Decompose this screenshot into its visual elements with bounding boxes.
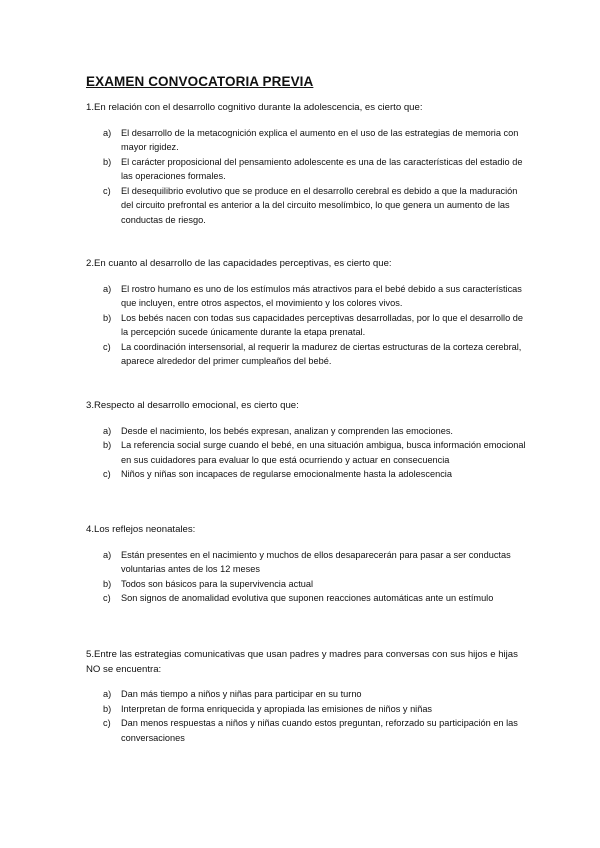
option-b (86, 577, 526, 592)
question-5 (86, 648, 526, 745)
page-title: EXAMEN CONVOCATORIA PREVIA (86, 74, 314, 89)
option-letter: c) (103, 469, 111, 480)
option-letter: a) (103, 549, 112, 560)
option-letter: b) (103, 312, 112, 323)
option-letter: c) (103, 341, 111, 352)
question-4 (86, 523, 526, 606)
option-text: Están presentes en el nacimiento y muchos de ellos desaparecerán para pasar a ser conductas voluntarias antes de los 12 meses (121, 549, 511, 575)
option-text: La coordinación intersensorial, al requerir la madurez de ciertas estructuras de la corteza cerebral, aparece alrededor del primer cumpleaños del bebé. (121, 341, 522, 367)
options-list (86, 424, 526, 482)
option-c (86, 591, 526, 606)
option-letter: b) (103, 578, 112, 589)
options-list (86, 282, 526, 370)
option-c (86, 467, 526, 482)
question-1 (86, 101, 526, 228)
option-text: El rostro humano es uno de los estímulos más atractivos para el bebé debido a sus características que incluyen, entre otros aspectos, el movimiento y los colores vivos. (121, 283, 522, 309)
option-b (86, 702, 526, 717)
option-a (86, 282, 526, 311)
options-list (86, 126, 526, 228)
option-a (86, 126, 526, 155)
option-letter: b) (103, 703, 112, 714)
option-letter: a) (103, 283, 112, 294)
option-letter: b) (103, 156, 112, 167)
option-text: Niños y niñas son incapaces de regularse emocionalmente hasta la adolescencia (121, 469, 452, 480)
question-text: 4.Los reflejos neonatales: (86, 524, 196, 535)
question-text: 1.En relación con el desarrollo cognitivo durante la adolescencia, es cierto que: (86, 102, 423, 113)
option-c (86, 184, 526, 228)
option-text: Interpretan de forma enriquecida y apropiada las emisiones de niños y niñas (121, 703, 433, 714)
option-a (86, 687, 526, 702)
question-2 (86, 257, 526, 369)
option-b (86, 438, 526, 467)
option-letter: b) (103, 440, 112, 451)
option-letter: c) (103, 718, 111, 729)
option-c (86, 340, 526, 369)
option-text: Dan más tiempo a niños y niñas para participar en su turno (121, 689, 362, 699)
option-text: La referencia social surge cuando el bebé, en una situación ambigua, busca información emocional en sus cuidadores para evaluar lo que está ocurriendo y actuar en consecuencia (121, 440, 526, 465)
option-a (86, 424, 526, 439)
option-letter: c) (103, 593, 111, 604)
option-b (86, 155, 526, 184)
option-letter: a) (103, 689, 112, 699)
option-text: Los bebés nacen con todas sus capacidades perceptivas desarrolladas, por lo que el desarrollo de la percepción sucede únicamente durante la etapa prenatal. (121, 312, 523, 338)
options-list (86, 548, 526, 606)
option-text: Desde el nacimiento, los bebés expresan, analizan y comprenden las emociones. (121, 425, 453, 436)
question-text: 2.En cuanto al desarrollo de las capacidades perceptivas, es cierto que: (86, 258, 392, 269)
option-c (86, 716, 526, 745)
option-text: El carácter proposicional del pensamiento adolescente es una de las características del estadio de las operaciones formales. (121, 156, 523, 182)
option-text: Dan menos respuestas a niños y niñas cuando estos preguntan, reforzado su participación en las conversaciones (121, 718, 518, 743)
option-letter: a) (103, 127, 112, 138)
question-text: 3.Respecto al desarrollo emocional, es cierto que: (86, 400, 299, 411)
option-a (86, 548, 526, 577)
option-letter: a) (103, 425, 112, 436)
option-letter: c) (103, 185, 111, 196)
option-text: El desequilibrio evolutivo que se produce en el desarrollo cerebral es debido a que la maduración del circuito prefrontal es anterior a la del circuito mesolímbico, lo que genera un aumento de las conductas de riesgo. (121, 185, 518, 226)
option-text: Son signos de anomalidad evolutiva que suponen reacciones automáticas ante un estímulo (121, 593, 494, 604)
option-b (86, 311, 526, 340)
option-text: Todos son básicos para la supervivencia actual (121, 578, 314, 589)
option-text: El desarrollo de la metacognición explica el aumento en el uso de las estrategias de memoria con mayor rigidez. (121, 127, 519, 153)
question-text: 5.Entre las estrategias comunicativas que usan padres y madres para conversas con sus hijos e hijas NO se encuentra: (86, 649, 518, 675)
question-3 (86, 399, 526, 482)
options-list (86, 687, 526, 745)
